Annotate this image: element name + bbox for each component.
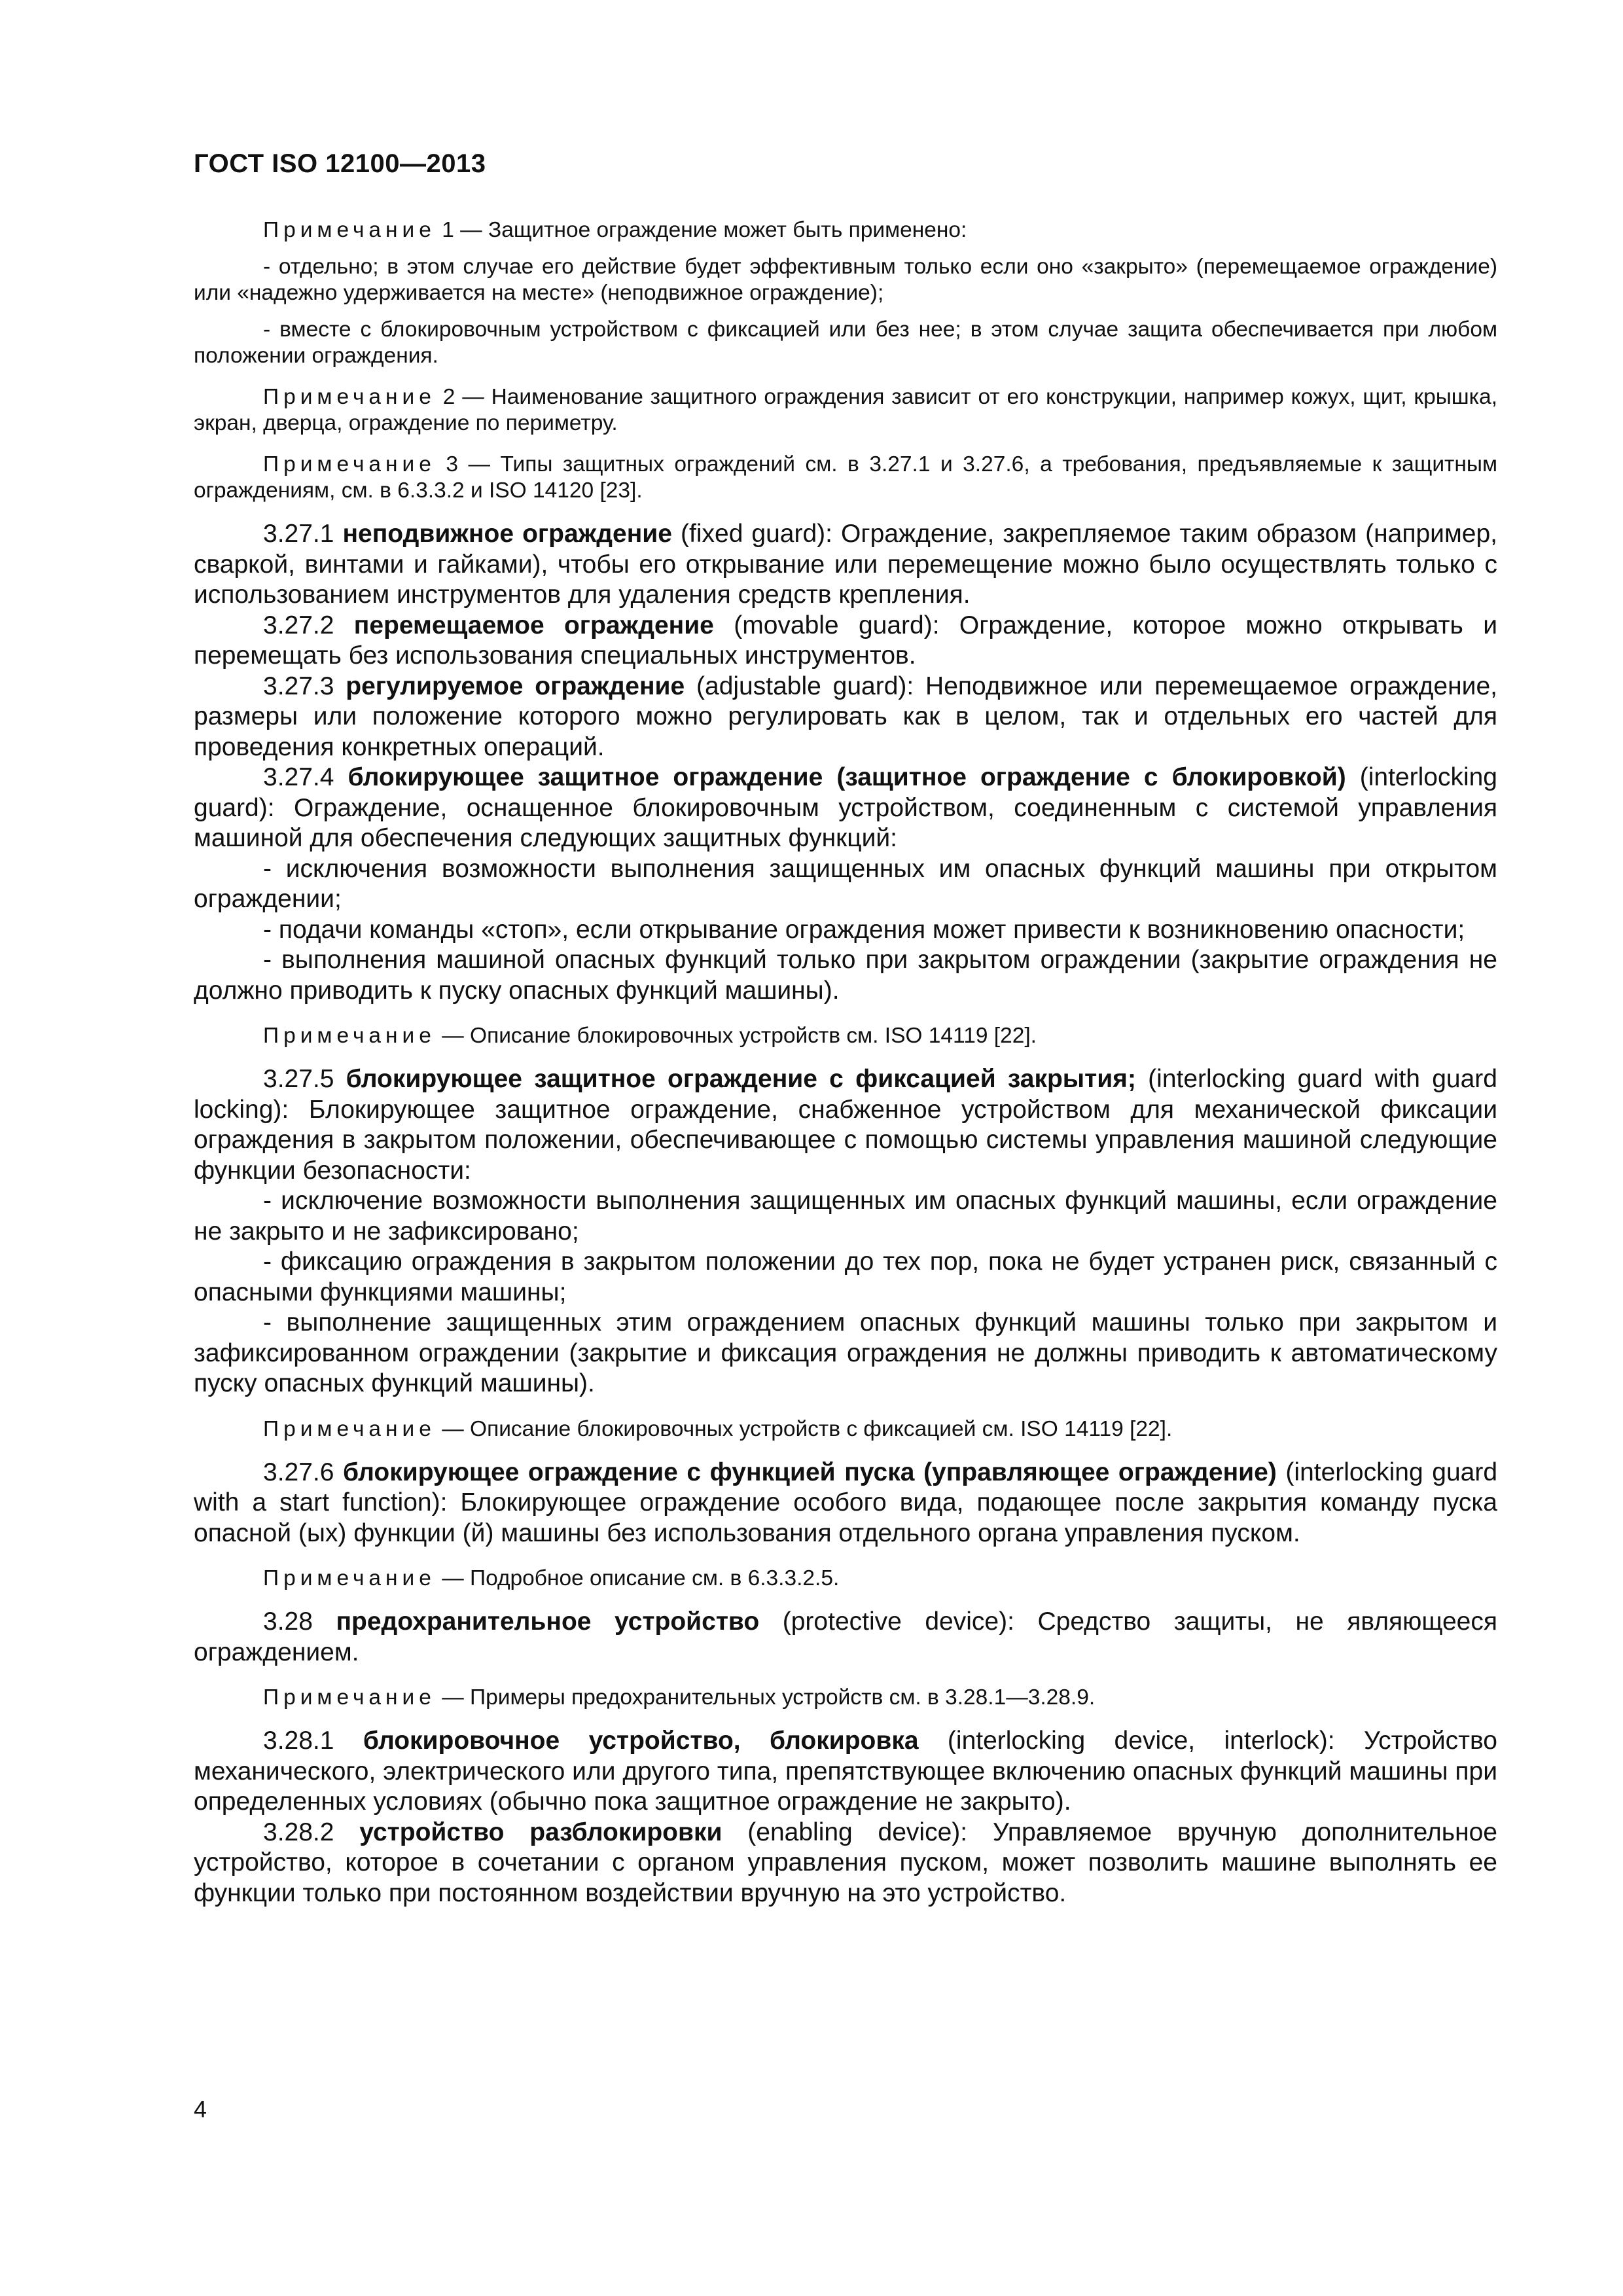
term-title: регулируемое ограждение (346, 672, 685, 700)
term-title: предохранительное устройство (336, 1607, 760, 1636)
term-number: 3.28.1 (263, 1727, 363, 1755)
note-label: Примечание (263, 218, 436, 242)
note-label: Примечание (263, 1685, 436, 1710)
term-number: 3.27.4 (263, 763, 348, 791)
term-3-28-2 (194, 1818, 1497, 1909)
page-number: 4 (194, 2096, 207, 2123)
term-3-27-4-note (194, 1023, 1497, 1049)
term-definition: (movable guard): Ограждение, которое можно открывать и перемещать без использования специальных инструментов. (194, 611, 1497, 670)
note-label: Примечание (263, 385, 436, 409)
note-3 (194, 452, 1497, 504)
document-header-title: ГОСТ ISO 12100—2013 (194, 149, 486, 178)
term-title: перемещаемое ограждение (353, 611, 714, 639)
term-number: 3.27.2 (263, 611, 354, 639)
note-1-item-2: - вместе с блокировочным устройством с фиксацией или без нее; в этом случае защита обеспечивается при любом положении ограждения. (194, 317, 1497, 368)
note-label: Примечание (263, 452, 436, 476)
term-number: 3.27.3 (263, 672, 346, 700)
term-number: 3.28 (263, 1607, 336, 1636)
note-1 (194, 217, 1497, 243)
note-label: Примечание (263, 1024, 436, 1048)
note-1-item-1: - отдельно; в этом случае его действие будет эффективным только если оно «закрыто» (перемещаемое ограждение) или «надежно удерживается на месте» (неподвижное ограждение); (194, 255, 1497, 305)
note-text: — Подробное описание см. в 6.3.3.2.5. (435, 1566, 840, 1590)
term-3-27-4-item-2: - подачи команды «стоп», если открывание ограждения может привести к возникновению опасности; (263, 915, 1465, 944)
term-title: блокирующее защитное ограждение с фиксацией закрытия; (346, 1065, 1136, 1093)
term-definition: (interlocking guard): Ограждение, оснащенное блокировочным устройством, соединенным с системой управления машиной для обеспечения следующих защитных функций: (194, 763, 1497, 852)
document-body (194, 217, 1497, 1909)
term-3-27-3 (194, 672, 1497, 763)
note-2 (194, 384, 1497, 437)
term-number: 3.27.5 (263, 1065, 346, 1093)
term-3-27-4 (194, 762, 1497, 854)
term-title: блокировочное устройство, блокировка (363, 1727, 919, 1755)
note-text: 3 — Типы защитных ограждений см. в 3.27.1 и 3.27.6, а требования, предъявляемые к защитным ограждениям, см. в 6.3.3.2 и ISO 14120 [23]. (194, 452, 1497, 503)
term-title: неподвижное ограждение (342, 520, 672, 548)
note-text: 2 — Наименование защитного ограждения зависит от его конструкции, например кожух, щит, крышка, экран, дверца, ограждение по периметру. (194, 385, 1497, 435)
term-3-27-6 (194, 1458, 1497, 1549)
term-number: 3.27.6 (263, 1458, 344, 1486)
term-3-27-2 (194, 611, 1497, 672)
term-number: 3.28.2 (263, 1818, 360, 1846)
term-3-27-1 (194, 519, 1497, 611)
term-3-27-5-item-3: - выполнение защищенных этим ограждением опасных функций машины только при закрытом и зафиксированном ограждении (закрытие и фиксация ограждения не должны приводить к автоматическому пуску опасных функций машины). (194, 1308, 1497, 1397)
term-3-28 (194, 1607, 1497, 1668)
note-text: — Примеры предохранительных устройств см. в 3.28.1—3.28.9. (435, 1685, 1096, 1710)
term-definition: (interlocking guard with a start function): Блокирующее ограждение особого вида, подающее после закрытия команду пуска опасной (ых) функции (й) машины без использования отдельного органа управления пуском. (194, 1458, 1498, 1547)
term-3-27-5-item-1: - исключение возможности выполнения защищенных им опасных функций машины, если ограждение не закрыто и не зафиксировано; (194, 1187, 1497, 1246)
term-definition: (adjustable guard): Неподвижное или перемещаемое ограждение, размеры или положение которого можно регулировать как в целом, так и отдельных его частей для проведения конкретных операций. (194, 672, 1497, 761)
term-number: 3.27.1 (263, 520, 343, 548)
term-title: устройство разблокировки (359, 1818, 722, 1846)
term-3-27-4-item-1: - исключения возможности выполнения защищенных им опасных функций машины при открытом ограждении; (194, 854, 1497, 913)
term-definition: (protective device): Средство защиты, не являющееся ограждением. (194, 1607, 1497, 1666)
note-label: Примечание (263, 1566, 436, 1590)
term-title: блокирующее защитное ограждение (защитное ограждение с блокировкой) (348, 763, 1346, 791)
term-3-27-6-note (194, 1566, 1497, 1592)
term-title: блокирующее ограждение с функцией пуска (управляющее ограждение) (343, 1458, 1277, 1486)
term-definition: (fixed guard): Ограждение, закрепляемое таким образом (например, сваркой, винтами и гайками), чтобы его открывание или перемещение можно было осуществлять только с использованием инструментов для удаления средств крепления. (194, 520, 1497, 609)
term-definition: (interlocking guard with guard locking): Блокирующее защитное ограждение, снабженное устройством для механической фиксации ограждения в закрытом положении, обеспечивающее с помощью системы управления машиной следующие функции безопасности: (194, 1065, 1497, 1185)
term-3-28-note (194, 1685, 1497, 1711)
term-3-27-5 (194, 1064, 1497, 1186)
term-3-27-5-note (194, 1416, 1497, 1443)
term-definition: (enabling device): Управляемое вручную дополнительное устройство, которое в сочетании с органом управления пуском, может позволить машине выполнять ее функции только при постоянном воздействии вручную на это устройство. (194, 1818, 1497, 1907)
note-text: 1 — Защитное ограждение может быть применено: (435, 218, 967, 242)
term-3-27-4-item-3: - выполнения машиной опасных функций только при закрытом ограждении (закрытие ограждения не должно приводить к пуску опасных функций машины). (194, 946, 1497, 1005)
note-label: Примечание (263, 1416, 436, 1441)
term-3-28-1 (194, 1726, 1497, 1818)
term-3-27-5-item-2: - фиксацию ограждения в закрытом положении до тех пор, пока не будет устранен риск, связанный с опасными функциями машины; (194, 1247, 1497, 1306)
term-definition: (interlocking device, interlock): Устройство механического, электрического или другого типа, препятствующее включению опасных функций машины при определенных условиях (обычно пока защитное ограждение не закрыто). (194, 1727, 1497, 1816)
note-text: — Описание блокировочных устройств с фиксацией см. ISO 14119 [22]. (435, 1416, 1173, 1441)
note-text: — Описание блокировочных устройств см. ISO 14119 [22]. (435, 1024, 1037, 1048)
